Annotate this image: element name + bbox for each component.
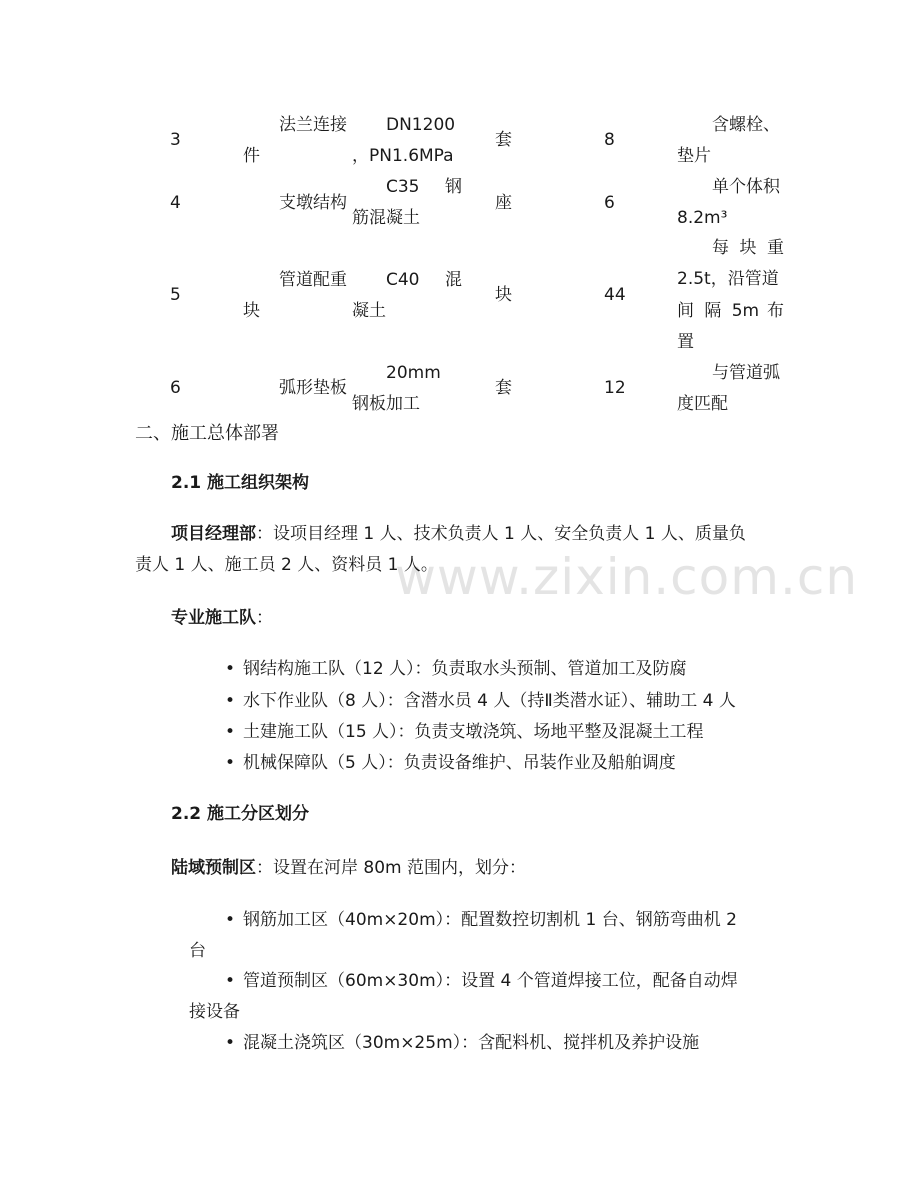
item-unit: 套	[495, 378, 512, 398]
item-unit: 座	[495, 193, 512, 213]
section-title: 二、施工总体部署	[135, 423, 279, 444]
item-unit: 块	[495, 285, 512, 305]
pm-label: 项目经理部	[171, 524, 256, 544]
team-paragraph	[171, 607, 273, 629]
item-spec-line1: C35 钢	[386, 177, 462, 197]
item-spec-line2: 凝土	[352, 301, 386, 321]
list-item: 混凝土浇筑区（30m×25m）：含配料机、搅拌机及养护设施	[243, 1033, 700, 1053]
item-note-line1: 含螺栓、	[712, 115, 780, 135]
row-number: 4	[170, 193, 181, 213]
area-label: 陆域预制区	[171, 858, 256, 878]
bullet-icon: •	[225, 753, 236, 773]
bullet-icon: •	[225, 971, 236, 991]
item-qty: 12	[604, 378, 626, 398]
item-note-line1: 单个体积	[712, 177, 780, 197]
item-qty: 6	[604, 193, 615, 213]
pm-text-continued: 责人 1 人、施工员 2 人、资料员 1 人。	[135, 555, 438, 575]
item-name-line1: 管道配重	[279, 270, 347, 290]
item-name-line1: 弧形垫板	[279, 378, 347, 398]
item-name-line2: 块	[243, 301, 260, 321]
list-item: 管道预制区（60m×30m）：设置 4 个管道焊接工位，配备自动焊	[243, 971, 738, 991]
bullet-icon: •	[225, 1033, 236, 1053]
bullet-icon: •	[225, 910, 236, 930]
item-note-line2: 垫片	[677, 146, 711, 166]
bullet-icon: •	[225, 659, 236, 679]
project-management-paragraph	[135, 519, 790, 550]
item-spec-line2: 筋混凝土	[352, 208, 420, 228]
item-note-line2: 2.5t，沿管道	[677, 269, 779, 289]
row-number: 3	[170, 130, 181, 150]
row-number: 6	[170, 378, 181, 398]
item-spec-line1: 20mm	[386, 363, 441, 383]
item-note-line3: 间 隔 5m 布	[677, 301, 784, 321]
item-name-line1: 支墩结构	[279, 193, 347, 213]
bullet-icon: •	[225, 691, 236, 711]
item-note-line4: 置	[677, 332, 694, 352]
item-name-line1: 法兰连接	[279, 115, 347, 135]
item-qty: 8	[604, 130, 615, 150]
bullet-icon: •	[225, 722, 236, 742]
list-item: 土建施工队（15 人）：负责支墩浇筑、场地平整及混凝土工程	[243, 722, 704, 742]
item-name-line2: 件	[243, 146, 260, 166]
item-note-line2: 8.2m³	[677, 208, 728, 228]
item-note-line1: 每 块 重	[712, 238, 784, 258]
item-unit: 套	[495, 130, 512, 150]
list-item: 钢筋加工区（40m×20m）：配置数控切割机 1 台、钢筋弯曲机 2	[243, 910, 737, 930]
area-paragraph	[171, 857, 526, 879]
watermark: www.zixin.com.cn	[395, 548, 859, 606]
item-spec-line2: ，PN1.6MPa	[352, 146, 454, 166]
team-label: 专业施工队	[171, 608, 256, 628]
item-spec-line1: DN1200	[386, 115, 456, 135]
item-note-line1: 与管道弧	[712, 363, 780, 383]
pm-text: ：设项目经理 1 人、技术负责人 1 人、安全负责人 1 人、质量负	[256, 524, 746, 544]
list-item: 钢结构施工队（12 人）：负责取水头预制、管道加工及防腐	[243, 659, 687, 679]
item-spec-line2: 钢板加工	[352, 394, 420, 414]
list-item-continued: 接设备	[189, 1002, 240, 1022]
list-item-continued: 台	[189, 941, 206, 961]
list-item: 水下作业队（8 人）：含潜水员 4 人（持Ⅱ类潜水证）、辅助工 4 人	[243, 691, 736, 711]
item-qty: 44	[604, 285, 626, 305]
subsection-heading-2-2: 2.2 施工分区划分	[171, 804, 310, 824]
row-number: 5	[170, 285, 181, 305]
team-colon: ：	[256, 608, 273, 628]
area-text: ：设置在河岸 80m 范围内，划分：	[256, 858, 526, 878]
item-spec-line1: C40 混	[386, 270, 462, 290]
item-note-line2: 度匹配	[677, 394, 728, 414]
subsection-heading-2-1: 2.1 施工组织架构	[171, 473, 310, 493]
list-item: 机械保障队（5 人）：负责设备维护、吊装作业及船舶调度	[243, 753, 676, 773]
